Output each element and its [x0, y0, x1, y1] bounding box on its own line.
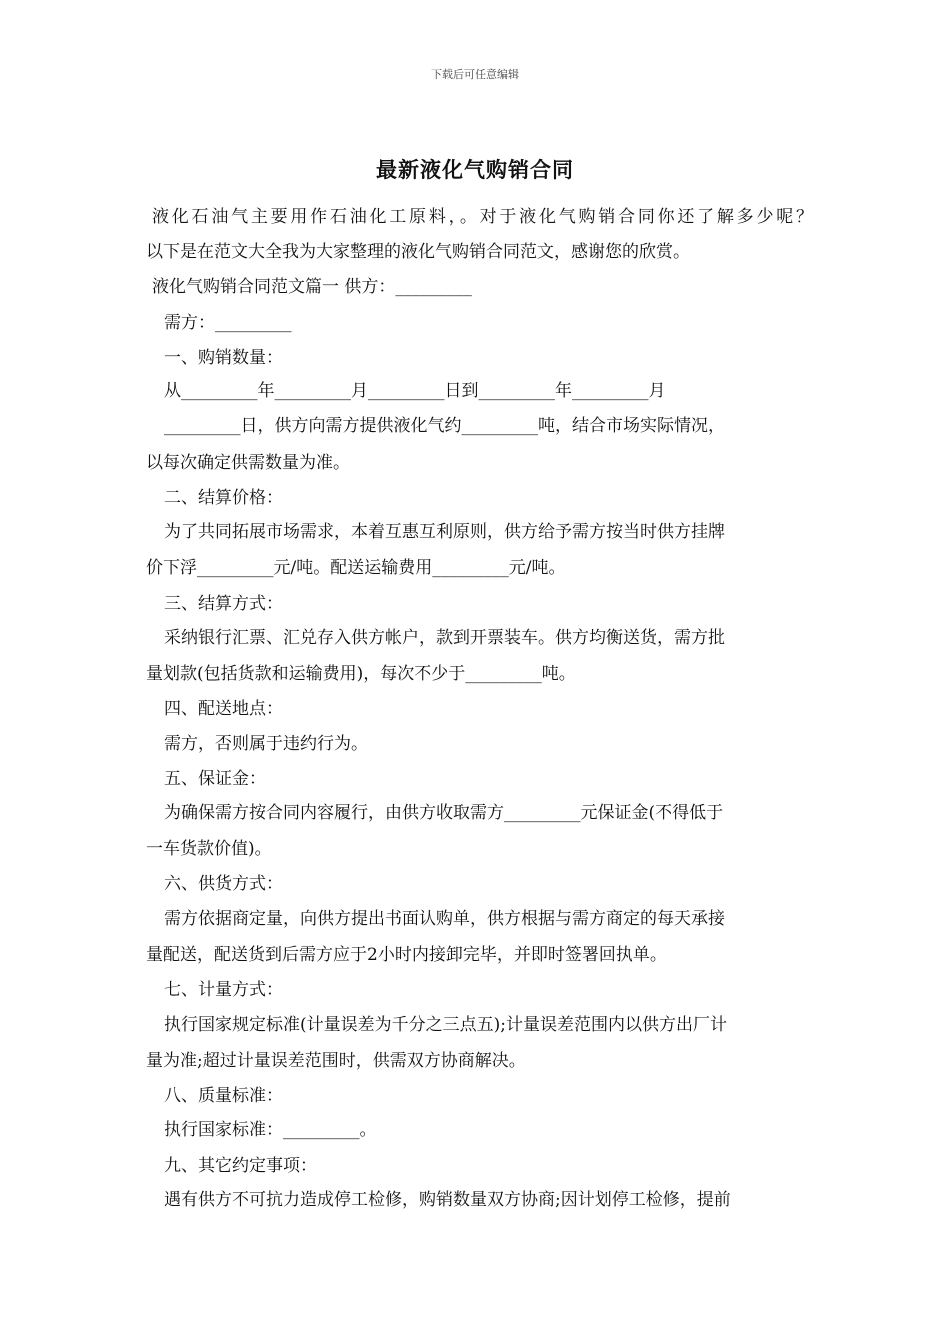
paragraph-line: 从_________年_________月_________日到_________年_________月	[164, 381, 666, 401]
paragraph-line: 量为准;超过计量误差范围时，供需双方协商解决。	[146, 1051, 526, 1071]
paragraph-line: 执行国家标准：_________。	[164, 1120, 377, 1140]
paragraph-line: 以每次确定供需数量为准。	[146, 453, 350, 473]
paragraph-line: 液化石油气主要用作石油化工原料，。对于液化气购销合同你还了解多少呢？	[152, 207, 813, 227]
paragraph-line: 遇有供方不可抗力造成停工检修，购销数量双方协商;因计划停工检修，提前	[164, 1190, 731, 1210]
paragraph-line: 为确保需方按合同内容履行，由供方收取需方_________元保证金(不得低于	[164, 803, 724, 823]
paragraph-line: 需方：_________	[164, 313, 292, 333]
paragraph-line: 量配送，配送货到后需方应于2小时内接卸完毕，并即时签署回执单。	[146, 945, 667, 965]
section-heading: 五、保证金：	[164, 769, 266, 789]
page-header: 下载后可任意编辑	[431, 68, 519, 81]
paragraph-line: 需方依据商定量，向供方提出书面认购单，供方根据与需方商定的每天承接	[164, 909, 725, 929]
paragraph-line: _________日，供方向需方提供液化气约_________吨，结合市场实际情况，	[164, 416, 725, 436]
section-heading: 四、配送地点：	[164, 699, 283, 719]
document-title: 最新液化气购销合同	[376, 157, 574, 182]
paragraph-line: 液化气购销合同范文篇一 供方：_________	[152, 277, 472, 297]
section-heading: 七、计量方式：	[164, 980, 283, 1000]
paragraph-line: 一车货款价值)。	[146, 839, 272, 859]
section-heading: 一、购销数量：	[164, 348, 283, 368]
section-heading: 二、结算价格：	[164, 488, 283, 508]
section-heading: 六、供货方式：	[164, 874, 283, 894]
paragraph-line: 以下是在范文大全我为大家整理的液化气购销合同范文，感谢您的欣赏。	[146, 242, 690, 262]
section-heading: 三、结算方式：	[164, 594, 283, 614]
paragraph-line: 执行国家规定标准(计量误差为千分之三点五);计量误差范围内以供方出厂计	[164, 1015, 727, 1035]
paragraph-line: 需方，否则属于违约行为。	[164, 734, 368, 754]
paragraph-line: 价下浮_________元/吨。配送运输费用_________元/吨。	[146, 558, 566, 578]
section-heading: 九、其它约定事项：	[164, 1156, 317, 1176]
paragraph-line: 为了共同拓展市场需求，本着互惠互利原则，供方给予需方按当时供方挂牌	[164, 522, 725, 542]
section-heading: 八、质量标准：	[164, 1086, 283, 1106]
paragraph-line: 量划款(包括货款和运输费用)，每次不少于_________吨。	[146, 664, 576, 684]
paragraph-line: 采纳银行汇票、汇兑存入供方帐户，款到开票装车。供方均衡送货，需方批	[164, 628, 725, 648]
